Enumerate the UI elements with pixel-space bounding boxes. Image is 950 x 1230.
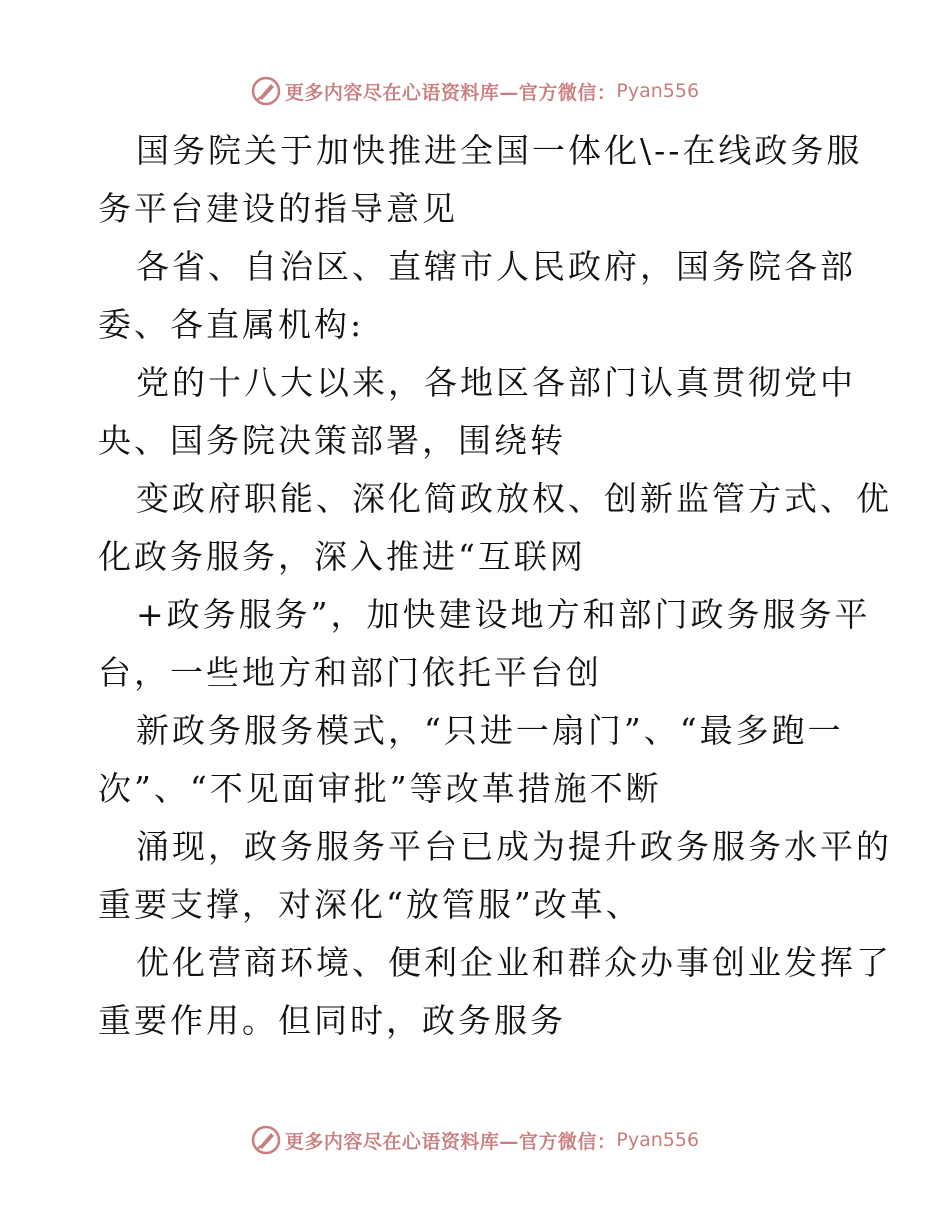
watermark-contact: Pyan556 (616, 80, 700, 102)
text-line: 化政务服务，深入推进“互联网 (98, 537, 586, 576)
text-line: 次”、“不见面审批”等改革措施不断 (98, 769, 662, 808)
watermark-text: 更多内容尽在心语资料库—官方微信： (284, 81, 617, 104)
text-line: 变政府职能、深化简政放权、创新监管方式、优 (136, 479, 892, 518)
text-line: 各省、自治区、直辖市人民政府，国务院各部 (136, 247, 856, 286)
text-line: 新政务服务模式，“只进一扇门”、“最多跑一 (136, 711, 844, 750)
text-line: 国务院关于加快推进全国一体化\--在线政务服 (136, 131, 863, 170)
text-line: 重要支撑，对深化“放管服”改革、 (98, 885, 642, 924)
document-body (98, 122, 892, 1050)
text-line: 央、国务院决策部署，围绕转 (98, 421, 566, 460)
text-line: 党的十八大以来，各地区各部门认真贯彻党中 (136, 363, 856, 402)
footer-watermark (0, 1123, 950, 1157)
watermark-text: 更多内容尽在心语资料库—官方微信： (284, 1130, 617, 1153)
text-line: 务平台建设的指导意见 (98, 189, 458, 228)
watermark-contact: Pyan556 (616, 1129, 700, 1151)
quill-logo-icon (251, 1125, 281, 1155)
text-line: 重要作用。但同时，政务服务 (98, 1001, 566, 1040)
text-line: 涌现，政务服务平台已成为提升政务服务水平的 (136, 827, 892, 866)
text-line: 委、各直属机构: (98, 305, 365, 344)
text-line: +政务服务”，加快建设地方和部门政务服务平 (136, 595, 871, 634)
quill-logo-icon (251, 76, 281, 106)
header-watermark (0, 74, 950, 108)
text-line: 台，一些地方和部门依托平台创 (98, 653, 602, 692)
text-line: 优化营商环境、便利企业和群众办事创业发挥了 (136, 943, 892, 982)
